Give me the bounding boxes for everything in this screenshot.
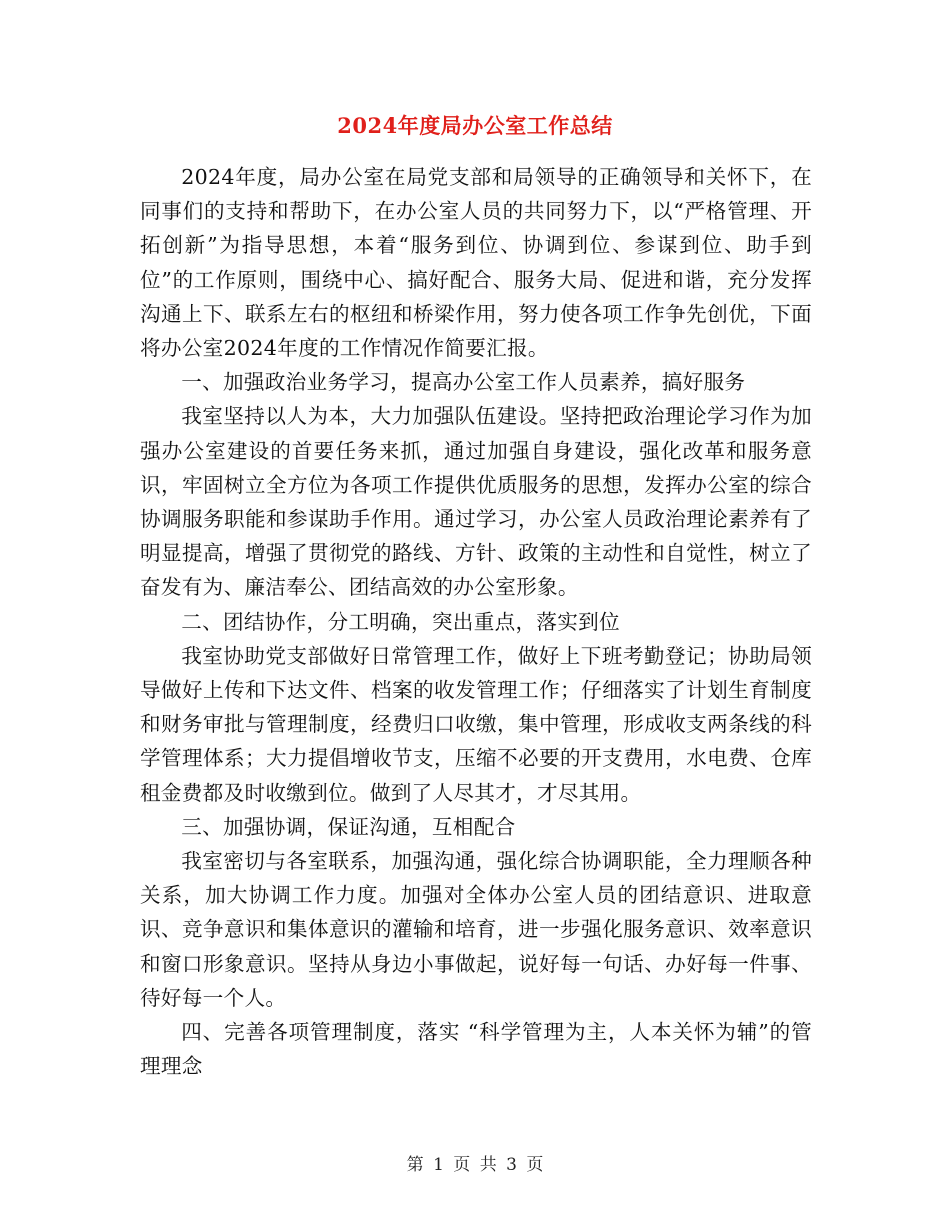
section-heading-4: 四、完善各项管理制度，落实 “科学管理为主，人本关怀为辅”的管理理念 [140, 1020, 812, 1079]
document-title: 2024年度局办公室工作总结 [337, 113, 613, 138]
section-paragraph-3: 我室密切与各室联系，加强沟通，强化综合协调职能，全力理顺各种关系，加大协调工作力度。加强对全体办公室人员的团结意识、进取意识、竞争意识和集体意识的灌输和培育，进一步强化服务意识、效率意识和窗口形象意识。坚持从身边小事做起，说好每一句话、办好每一件事、待好每一个人。 [140, 849, 812, 1010]
document-body [140, 160, 812, 1083]
intro-paragraph: 2024年度，局办公室在局党支部和局领导的正确领导和关怀下，在同事们的支持和帮助下，在办公室人员的共同努力下，以“严格管理、开拓创新”为指导思想，本着“服务到位、协调到位、参谋到位、助手到位”的工作原则，围绕中心、搞好配合、服务大局、促进和谐，充分发挥沟通上下、联系左右的枢纽和桥梁作用，努力使各项工作争先创优，下面将办公室2024年度的工作情况作简要汇报。 [140, 165, 812, 361]
section-paragraph-2: 我室协助党支部做好日常管理工作，做好上下班考勤登记；协助局领导做好上传和下达文件、档案的收发管理工作；仔细落实了计划生育制度和财务审批与管理制度，经费归口收缴，集中管理，形成收支两条线的科学管理体系；大力提倡增收节支，压缩不必要的开支费用，水电费、仓库租金费都及时收缴到位。做到了人尽其才，才尽其用。 [140, 643, 812, 805]
section-heading-3: 三、加强协调，保证沟通，互相配合 [181, 814, 516, 839]
section-heading-2: 二、团结协作，分工明确，突出重点，落实到位 [181, 609, 620, 634]
page-footer: 第 1 页 共 3 页 [406, 1155, 544, 1175]
section-heading-1: 一、加强政治业务学习，提高办公室工作人员素养，搞好服务 [181, 370, 746, 395]
section-paragraph-1: 我室坚持以人为本，大力加强队伍建设。坚持把政治理论学习作为加强办公室建设的首要任务来抓，通过加强自身建设，强化改革和服务意识，牢固树立全方位为各项工作提供优质服务的思想，发挥办公室的综合协调服务职能和参谋助手作用。通过学习，办公室人员政治理论素养有了明显提高，增强了贯彻党的路线、方针、政策的主动性和自觉性，树立了奋发有为、廉洁奉公、团结高效的办公室形象。 [140, 404, 812, 600]
